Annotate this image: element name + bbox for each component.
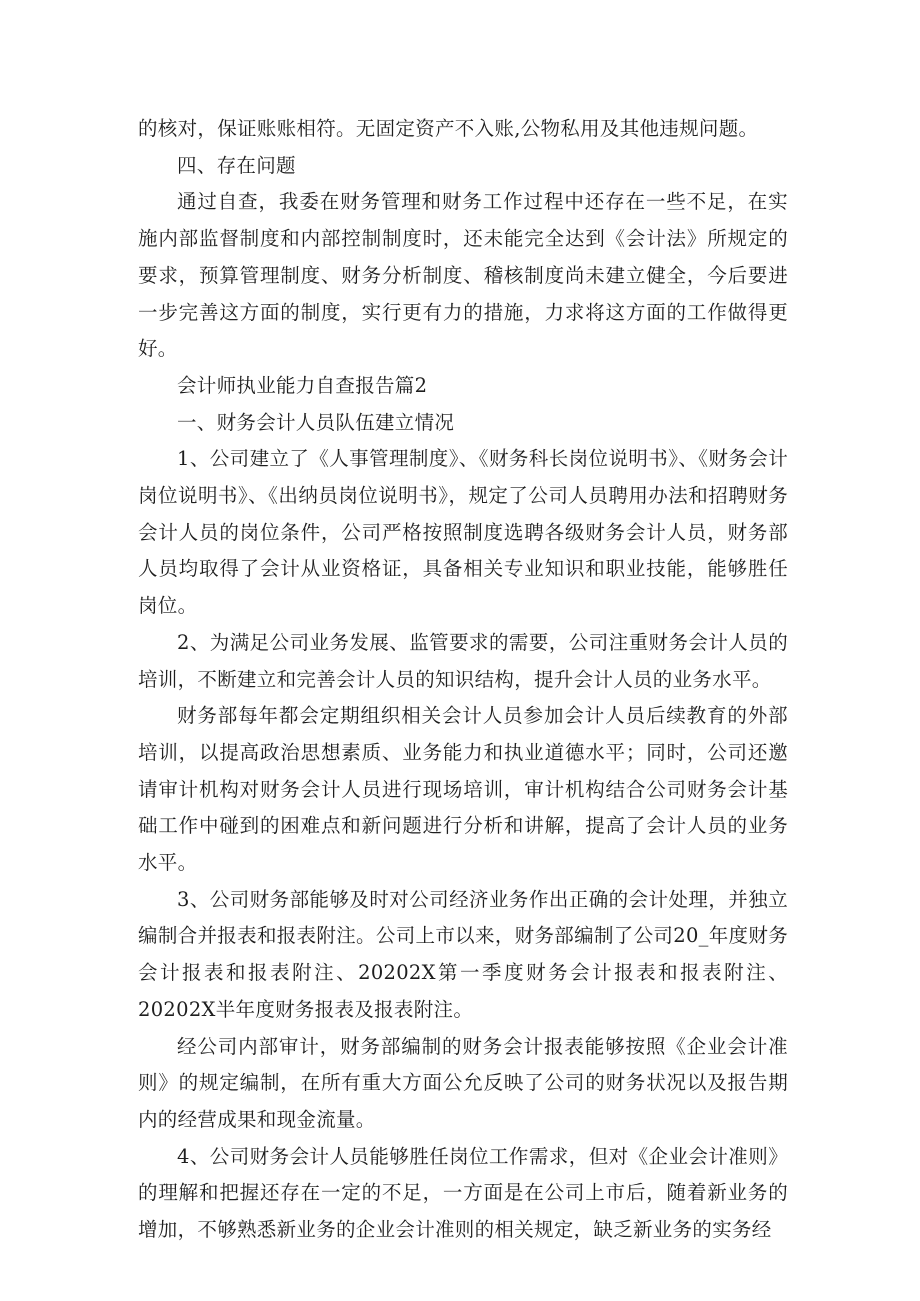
report-title: 会计师执业能力自查报告篇2 (177, 373, 428, 397)
paragraph-item-3: 3、公司财务部能够及时对公司经济业务作出正确的会计处理，并独立编制合并报表和报表附注。公司上市以来，财务部编制了公司20_年度财务会计报表和报表附注、20202X第一季度财务会计报表和报表附注、20202X半年度财务报表及报表附注。 (138, 887, 788, 1021)
paragraph-continuation: 的核对，保证账账相符。无固定资产不入账,公物私用及其他违规问题。 (138, 117, 759, 140)
paragraph-item-4: 4、公司财务会计人员能够胜任岗位工作需求，但对《企业会计准则》的理解和把握还存在一定的不足，一方面是在公司上市后，随着新业务的增加，不够熟悉新业务的企业会计准则的相关规定，缺乏新业务的实务经 (138, 1144, 788, 1242)
paragraph-audit: 经公司内部审计，财务部编制的财务会计报表能够按照《企业会计准则》的规定编制，在所有重大方面公允反映了公司的财务状况以及报告期内的经营成果和现金流量。 (138, 1034, 788, 1131)
paragraph-item-2: 2、为满足公司业务发展、监管要求的需要，公司注重财务会计人员的培训，不断建立和完善会计人员的知识结构，提升会计人员的业务水平。 (138, 630, 788, 691)
paragraph-training: 财务部每年都会定期组织相关会计人员参加会计人员后续教育的外部培训，以提高政治思想素质、业务能力和执业道德水平；同时，公司还邀请审计机构对财务会计人员进行现场培训，审计机构结合公司财务会计基础工作中碰到的困难点和新问题进行分析和讲解，提高了会计人员的业务水平。 (138, 704, 788, 875)
paragraph-item-1: 1、公司建立了《人事管理制度》、《财务科长岗位说明书》、《财务会计岗位说明书》、《出纳员岗位说明书》，规定了公司人员聘用办法和招聘财务会计人员的岗位条件，公司严格按照制度选聘各级财务会计人员，财务部人员均取得了会计从业资格证，具备相关专业知识和职业技能，能够胜任岗位。 (138, 447, 788, 618)
section-heading-problems: 四、存在问题 (177, 153, 296, 177)
paragraph-problems: 通过自查，我委在财务管理和财务工作过程中还存在一些不足，在实施内部监督制度和内部控制制度时，还未能完全达到《会计法》所规定的要求，预算管理制度、财务分析制度、稽核制度尚未建立健全，今后要进一步完善这方面的制度，实行更有力的措施，力求将这方面的工作做得更好。 (138, 190, 788, 361)
section-heading-staff: 一、财务会计人员队伍建立情况 (177, 410, 455, 434)
document-body (138, 111, 788, 1249)
